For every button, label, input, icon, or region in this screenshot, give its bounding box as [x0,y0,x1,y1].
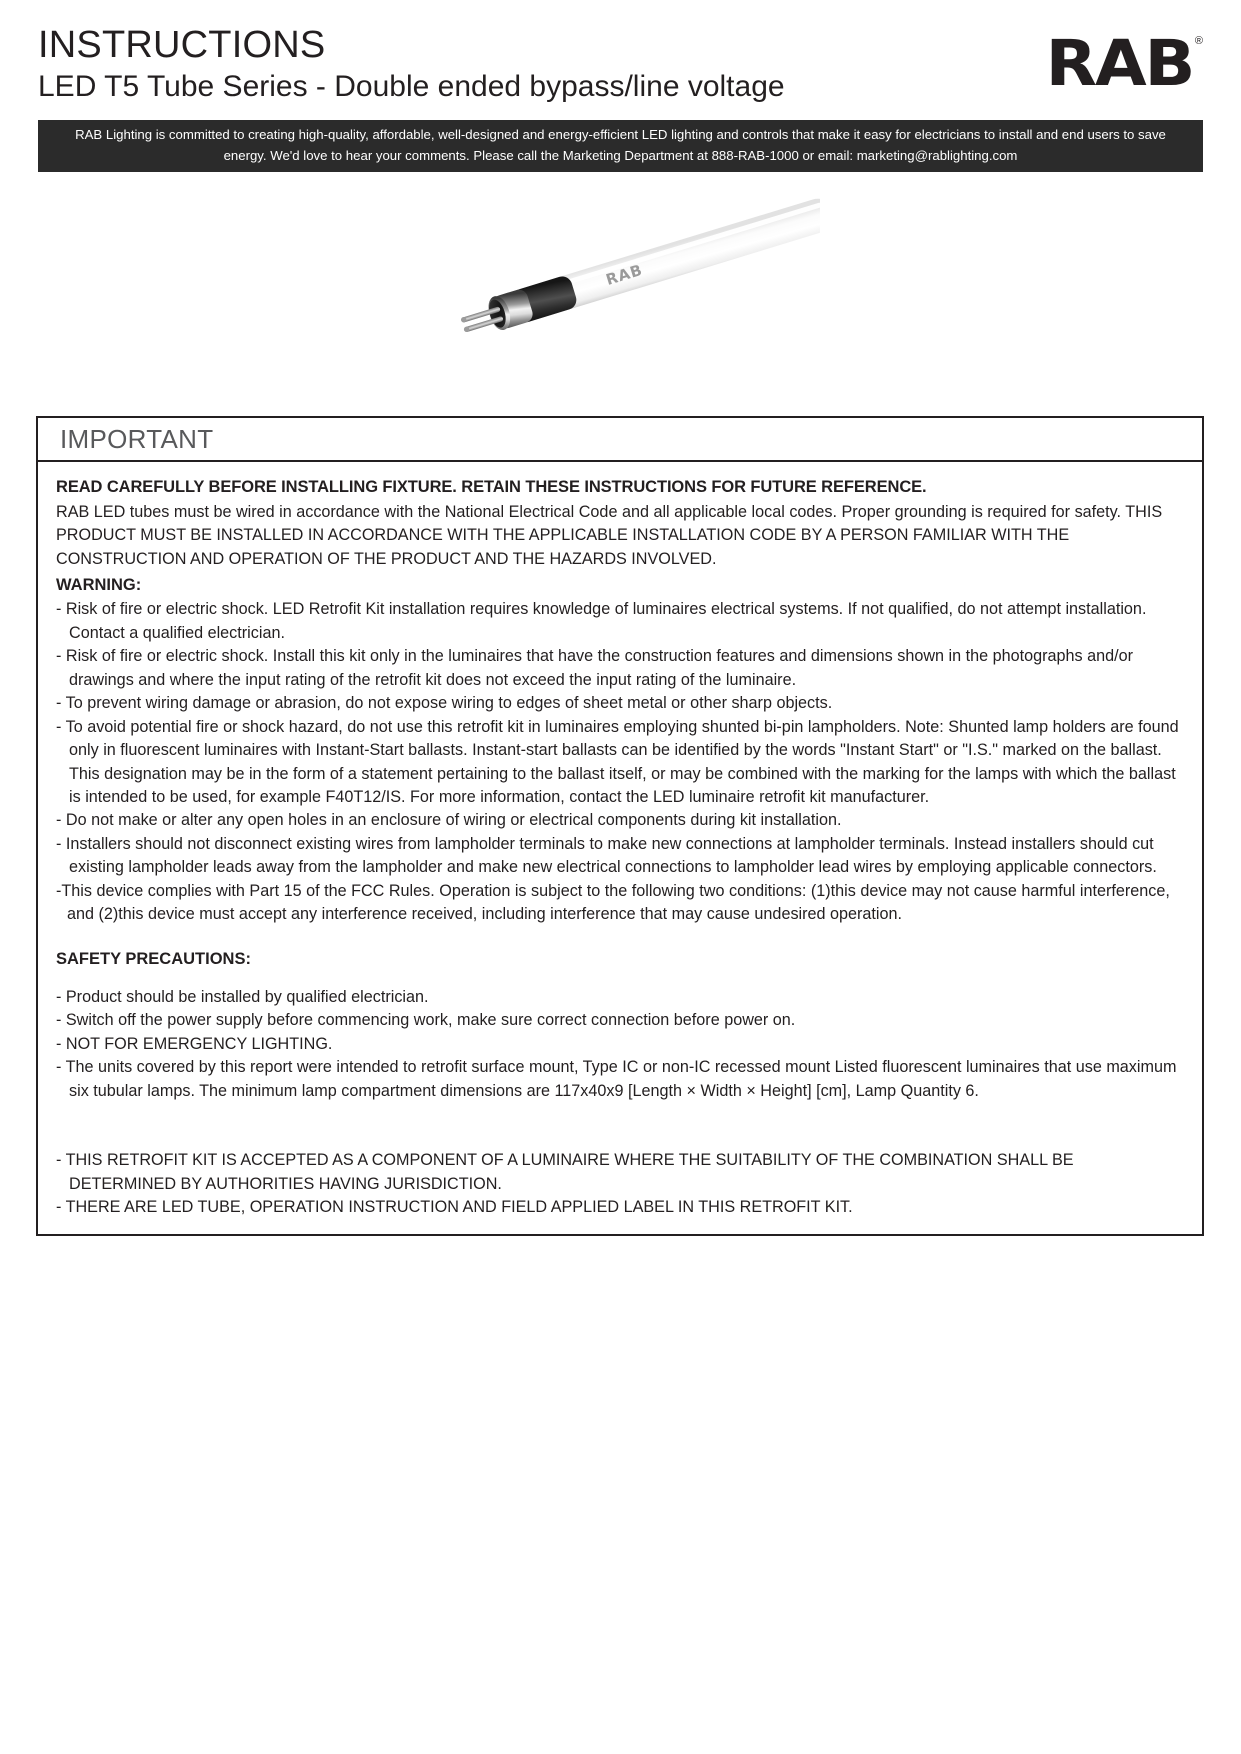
list-item: - Product should be installed by qualified electrician. [56,987,429,1006]
read-carefully-heading: READ CAREFULLY BEFORE INSTALLING FIXTURE. RETAIN THESE INSTRUCTIONS FOR FUTURE REFERENCE. [56,478,927,496]
important-label: IMPORTANT [60,423,214,454]
list-item: - NOT FOR EMERGENCY LIGHTING. [56,1034,333,1053]
closing-bullet-list [56,1149,1180,1219]
list-item: - The units covered by this report were intended to retrofit surface mount, Type IC or non-IC recessed mount Listed fluorescent luminaires that use maximum six tubular lamps. The minimum lamp compartment dimensions are 117x40x9 [Length × Width × Height] [cm], Lamp Quantity 6. [56,1058,1177,1100]
list-item: - To prevent wiring damage or abrasion, do not expose wiring to edges of sheet metal or other sharp objects. [56,694,833,713]
important-box-body [38,462,1202,1230]
spacer [56,1103,1180,1149]
led-tube-svg [400,193,820,363]
safety-precautions-heading: SAFETY PRECAUTIONS: [56,949,251,968]
registered-trademark-icon: ® [1194,35,1203,47]
led-tube-illustration [400,193,820,363]
warning-bullet-list [56,598,1180,927]
safety-bullet-list [56,986,1180,1103]
logo-wordmark: RAB [1045,27,1193,100]
list-item: -This device complies with Part 15 of the FCC Rules. Operation is subject to the following two conditions: (1)this device may not cause harmful interference, and (2)this device must accept any interference received, including interference that may cause undesired operation. [56,881,1170,924]
intro-paragraph: RAB LED tubes must be wired in accordance with the National Electrical Code and all applicable local codes. Proper grounding is required for safety. THIS PRODUCT MUST BE INSTALLED IN ACCORDANCE WITH THE APPLICABLE INSTALLATION CODE BY A PERSON FAMILIAR WITH THE CONSTRUCTION AND OPERATION OF THE PRODUCT AND THE HAZARDS INVOLVED. [56,502,1163,568]
page-title: INSTRUCTIONS [38,24,326,66]
tube-brand-mark: RAB [603,260,645,289]
list-item: - Installers should not disconnect existing wires from lampholder terminals to make new connections at lampholder terminals. Instead installers should cut existing lampholder leads away from the lampholder and make new electrical connections to lampholder lead wires by employing applicable connectors. [56,834,1157,877]
warning-heading: WARNING: [56,576,142,595]
list-item: - THERE ARE LED TUBE, OPERATION INSTRUCTION AND FIELD APPLIED LABEL IN THIS RETROFIT KIT. [56,1198,853,1217]
marketing-banner [38,120,1203,172]
page-header [38,26,1203,118]
spacer [56,972,1180,986]
list-item: - Switch off the power supply before commencing work, make sure correct connection before power on. [56,1011,796,1030]
product-image-area [0,185,1241,370]
important-box-header [38,418,1202,462]
list-item: - THIS RETROFIT KIT IS ACCEPTED AS A COMPONENT OF A LUMINAIRE WHERE THE SUITABILITY OF THE COMBINATION SHALL BE DETERMINED BY AUTHORITIES HAVING JURISDICTION. [56,1151,1074,1193]
list-item: - Risk of fire or electric shock. LED Retrofit Kit installation requires knowledge of luminaires electrical systems. If not qualified, do not attempt installation. Contact a qualified electrician. [56,600,1147,642]
list-item: - Do not make or alter any open holes in an enclosure of wiring or electrical components during kit installation. [56,811,842,830]
list-item: - To avoid potential fire or shock hazard, do not use this retrofit kit in luminaires employing shunted bi-pin lampholders. Note: Shunted lamp holders are found only in fluorescent luminaires with Instant-Start ballasts. Instant-start ballasts can be identified by the words "Instant Start" or "I.S." marked on the ballast. This designation may be in the form of a statement pertaining to the ballast itself, or may be combined with the marking for the lamps with which the ballast is intended to be used, for example F40T12/IS. For more information, contact the LED luminaire retrofit kit manufacturer. [56,717,1179,806]
rab-logo [1045,27,1203,100]
spacer [56,927,1180,945]
list-item: - Risk of fire or electric shock. Install this kit only in the luminaires that have the construction features and dimensions shown in the photographs and/or drawings and where the input rating of the retrofit kit does not exceed the input rating of the luminaire. [56,647,1134,689]
marketing-banner-text: RAB Lighting is committed to creating high-quality, affordable, well-designed and energy-efficient LED lighting and controls that make it easy for electricians to install and end users to save energy. We'd love to hear your comments. Please call the Marketing Department at 888-RAB-1000 or email: marketing@rablighting.com [75,127,1166,163]
page-subtitle: LED T5 Tube Series - Double ended bypass/line voltage [38,69,785,103]
important-box [36,416,1204,1236]
